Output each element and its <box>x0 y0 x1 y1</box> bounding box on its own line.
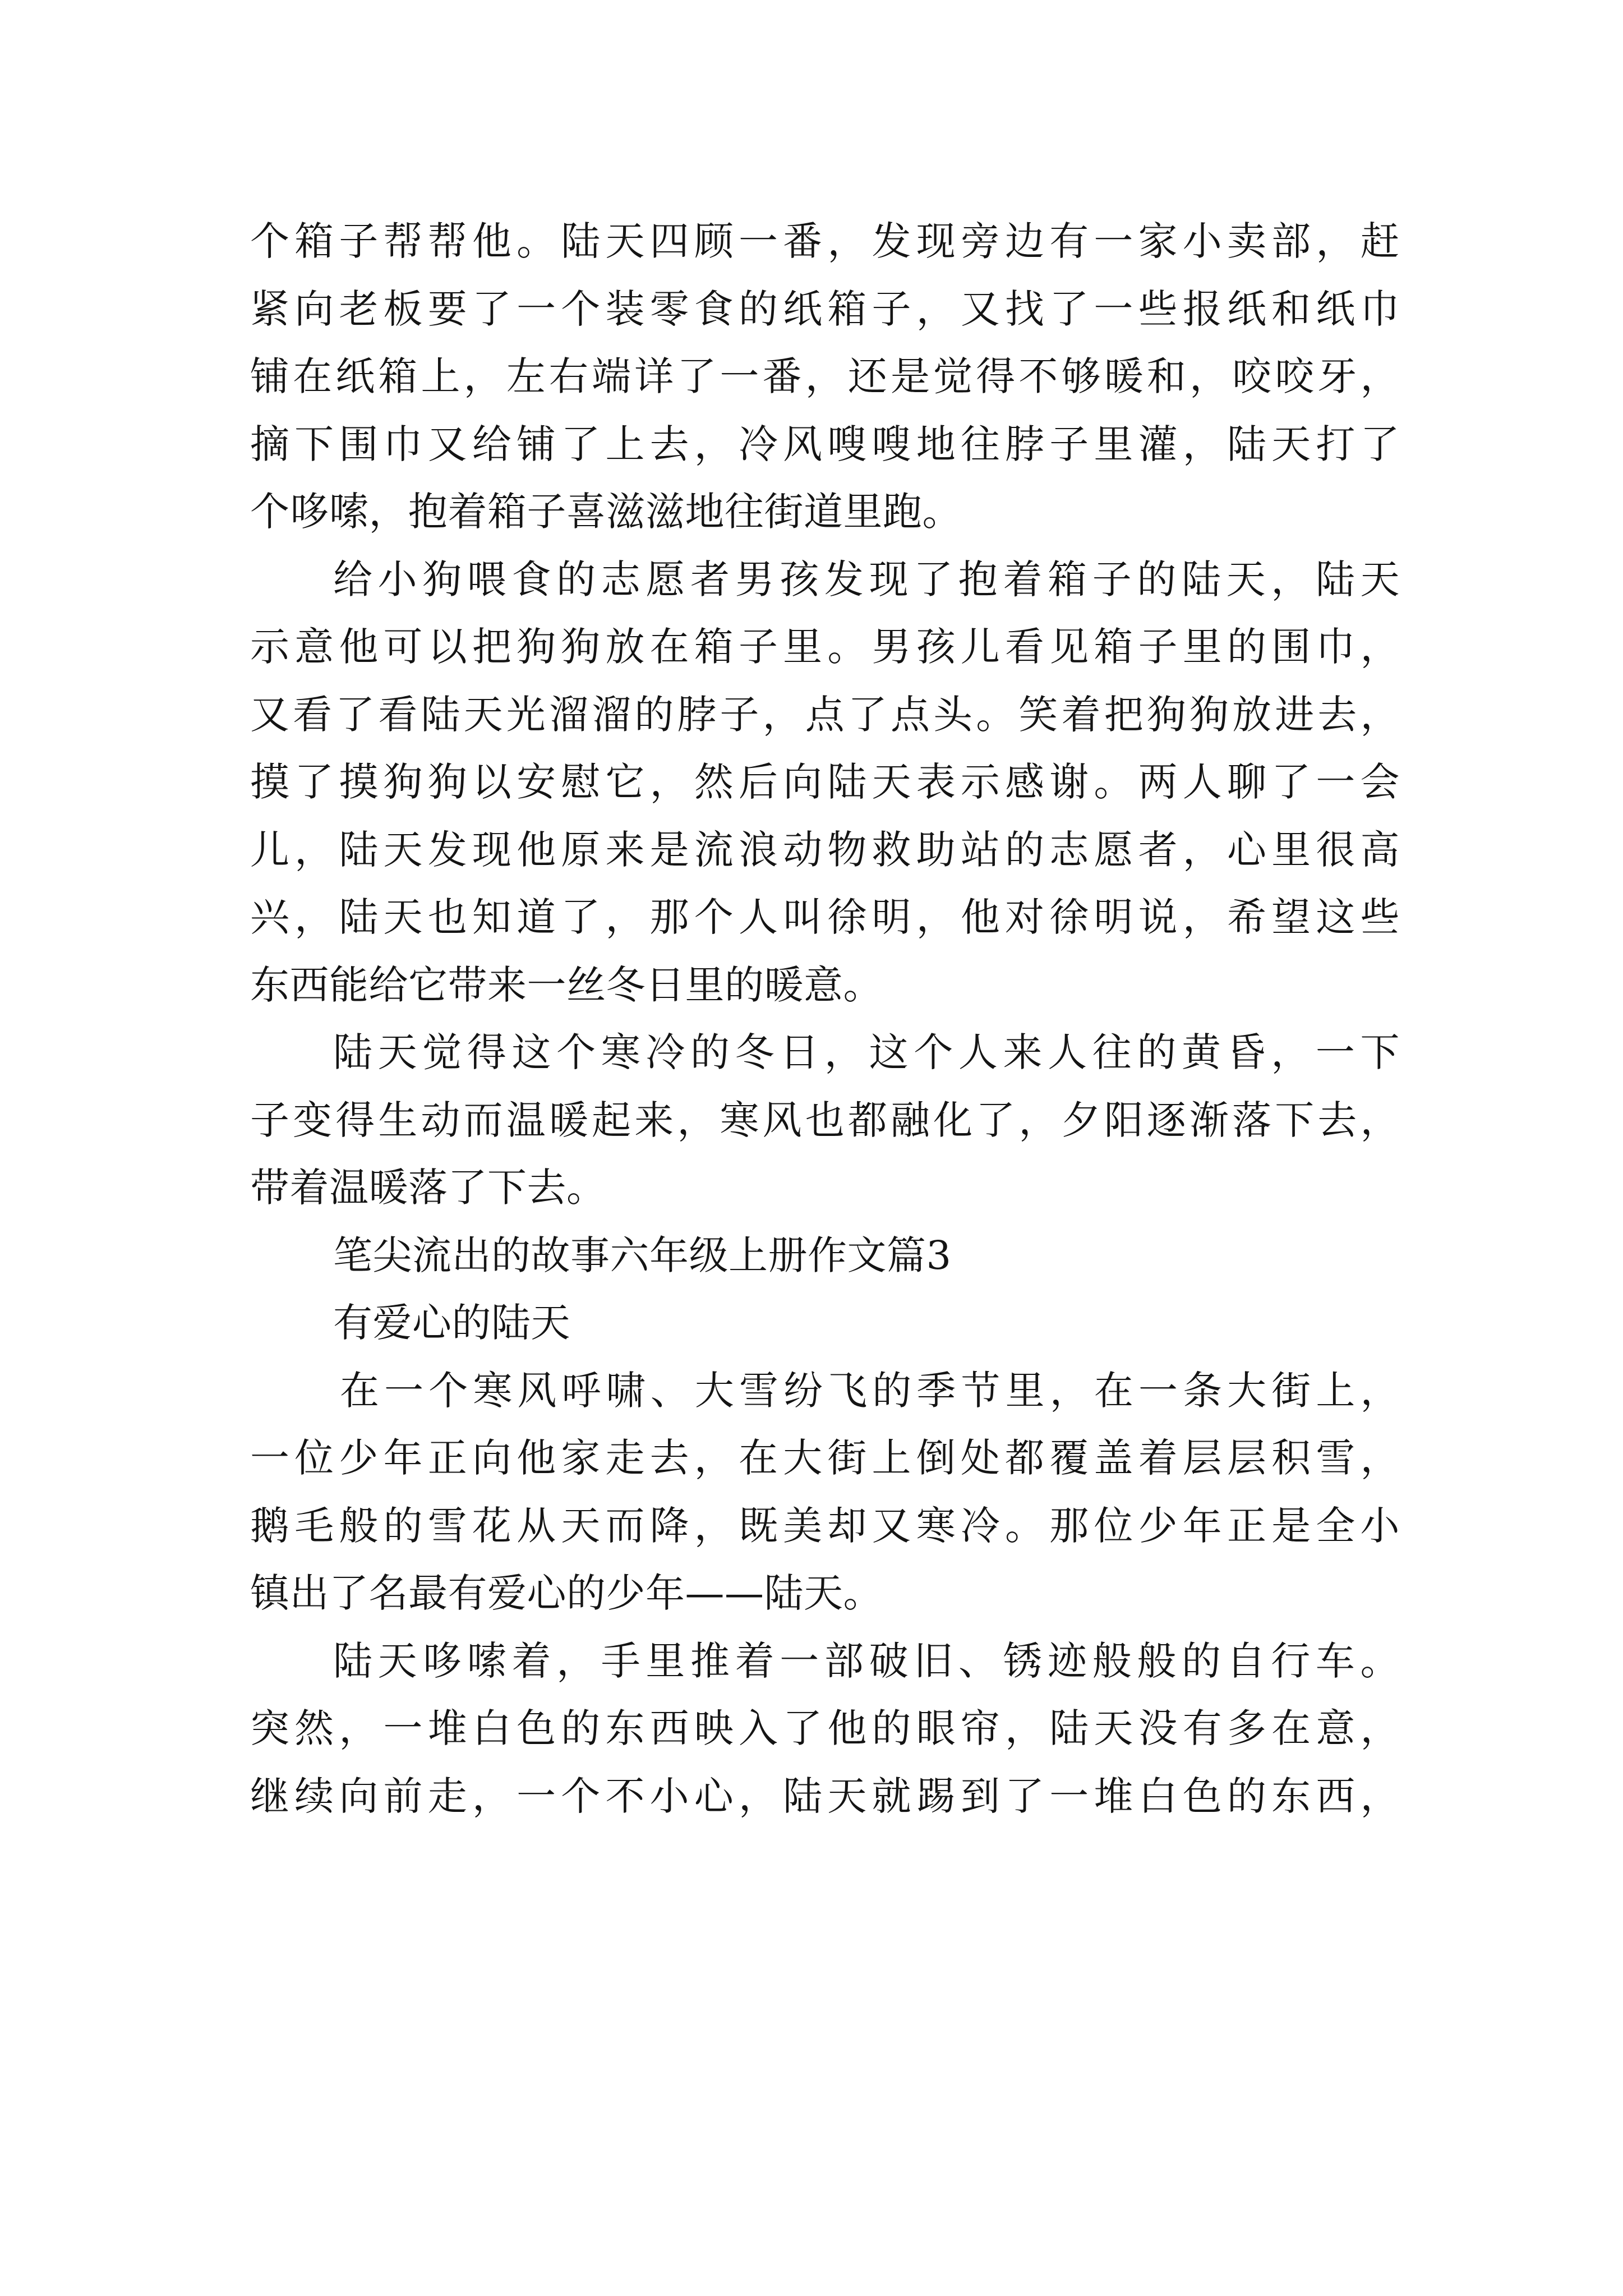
paragraph-line: 在一个寒风呼啸、大雪纷飞的季节里，在一条大街上， <box>340 1367 1400 1414</box>
paragraph-line: 个哆嗦，抱着箱子喜滋滋地往街道里跑。 <box>250 489 962 535</box>
essay-title: 有爱心的陆天 <box>333 1300 570 1346</box>
paragraph-line: 子变得生动而温暖起来，寒风也都融化了，夕阳逐渐落下去， <box>250 1097 1400 1143</box>
paragraph-line: 儿，陆天发现他原来是流浪动物救助站的志愿者，心里很高 <box>250 826 1400 873</box>
paragraph-line: 陆天觉得这个寒冷的冬日，这个人来人往的黄昏，一下 <box>333 1029 1400 1075</box>
paragraph-line: 兴，陆天也知道了，那个人叫徐明，他对徐明说，希望这些 <box>250 894 1400 940</box>
paragraph-line: 摘下围巾又给铺了上去，冷风嗖嗖地往脖子里灌，陆天打了 <box>250 421 1400 467</box>
paragraph-line: 摸了摸狗狗以安慰它，然后向陆天表示感谢。两人聊了一会 <box>250 759 1400 805</box>
paragraph-line: 鹅毛般的雪花从天而降，既美却又寒冷。那位少年正是全小 <box>250 1502 1400 1549</box>
paragraph-line: 突然，一堆白色的东西映入了他的眼帘，陆天没有多在意， <box>250 1705 1400 1751</box>
essay-body <box>250 208 1400 1830</box>
paragraph-line: 给小狗喂食的志愿者男孩发现了抱着箱子的陆天，陆天 <box>333 556 1400 602</box>
paragraph-line: 带着温暖落了下去。 <box>250 1165 606 1211</box>
paragraph-line: 又看了看陆天光溜溜的脖子，点了点头。笑着把狗狗放进去， <box>250 691 1400 738</box>
paragraph-line: 示意他可以把狗狗放在箱子里。男孩儿看见箱子里的围巾， <box>250 624 1400 670</box>
paragraph-line: 陆天哆嗦着，手里推着一部破旧、锈迹般般的自行车。 <box>333 1637 1400 1684</box>
paragraph-line: 个箱子帮帮他。陆天四顾一番，发现旁边有一家小卖部，赶 <box>250 218 1400 264</box>
paragraph-line: 继续向前走，一个不小心，陆天就踢到了一堆白色的东西， <box>250 1773 1400 1819</box>
paragraph-line: 东西能给它带来一丝冬日里的暖意。 <box>250 961 883 1008</box>
paragraph-line: 镇出了名最有爱心的少年——陆天。 <box>250 1570 883 1616</box>
paragraph-line: 紧向老板要了一个装零食的纸箱子，又找了一些报纸和纸巾 <box>250 286 1400 332</box>
section-heading: 笔尖流出的故事六年级上册作文篇3 <box>333 1232 952 1278</box>
paragraph-line: 一位少年正向他家走去，在大街上倒处都覆盖着层层积雪， <box>250 1435 1400 1481</box>
paragraph-line: 铺在纸箱上，左右端详了一番，还是觉得不够暖和，咬咬牙， <box>250 353 1400 399</box>
